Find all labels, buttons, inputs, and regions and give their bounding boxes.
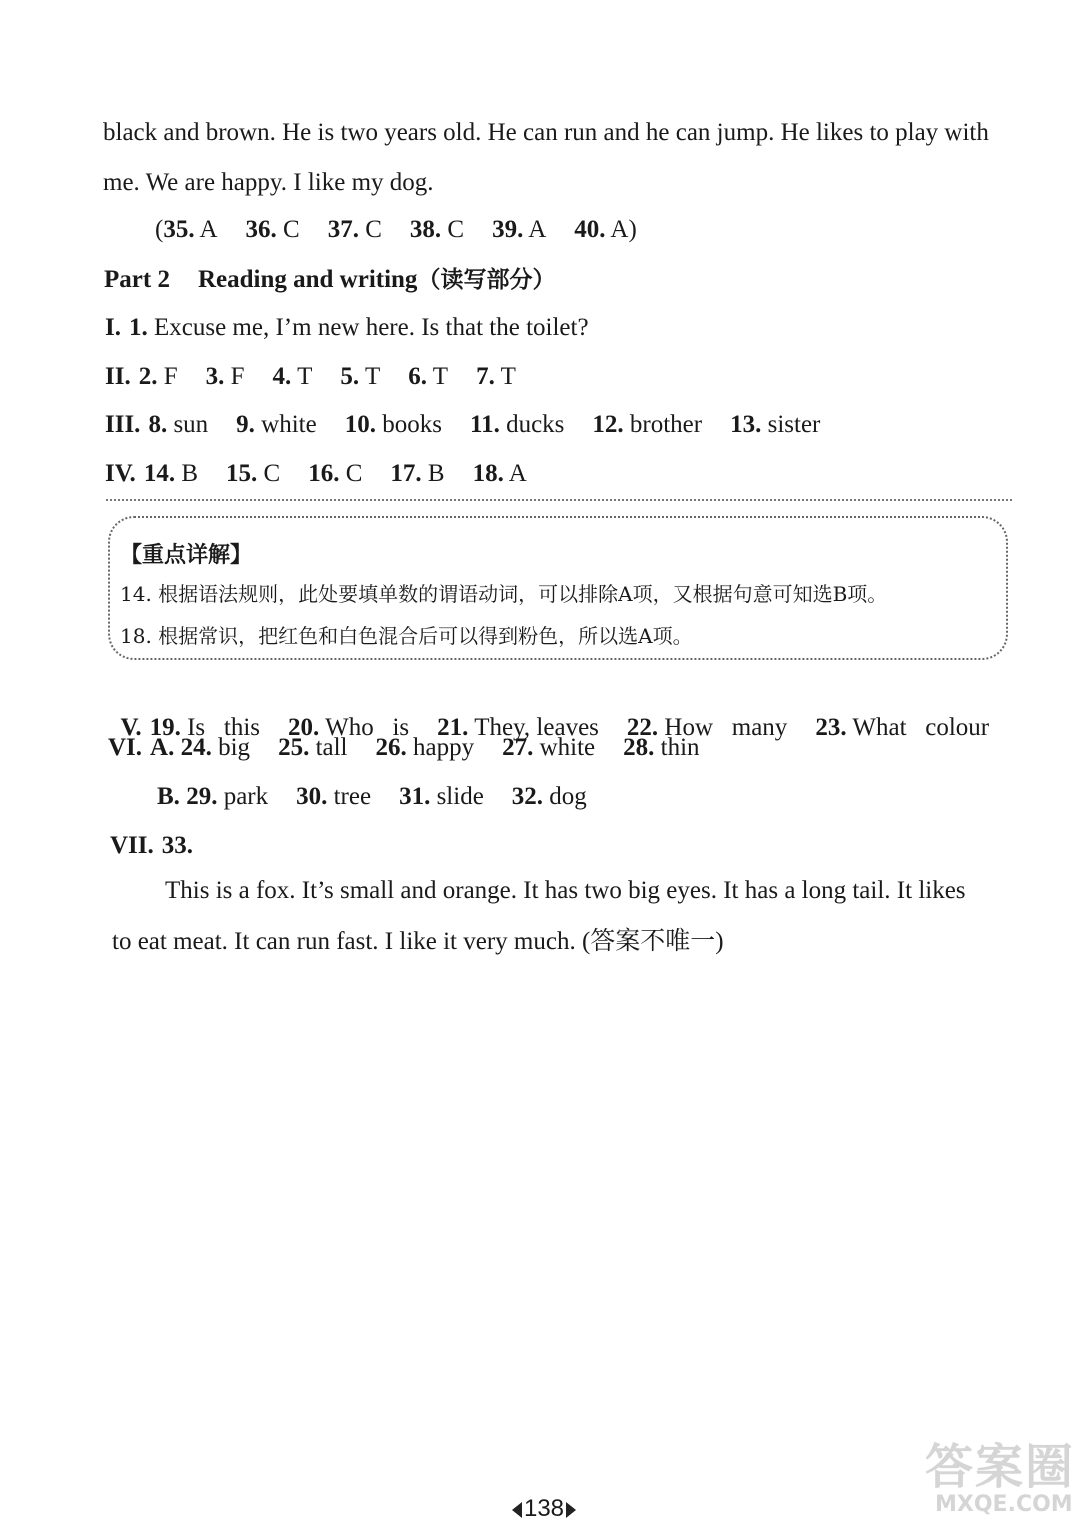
answer-item: 32. dog [511,783,587,810]
paren-open: ( [155,216,164,243]
passage-line-1: black and brown. He is two years old. He can run and he can jump. He likes to play with [103,119,989,146]
section-vii [110,831,193,861]
answer-item: 30. tree [296,783,372,810]
answer-item: 40. A) [574,216,637,243]
triangle-right-icon [566,1502,576,1518]
answer-item: 11. ducks [469,411,565,438]
answer-item: 20. Who is [288,714,410,741]
section-vi-b [157,782,587,812]
answer-item: 8. sun [148,411,209,438]
page-number: 138 [0,1495,1088,1523]
part2-heading [104,265,555,295]
item-number: 33. [161,832,194,859]
answer-text: Excuse me, I’m new here. Is that the toilet? [153,314,589,341]
answer-item: 12. brother [592,411,703,438]
section-iv [105,459,527,489]
answer-item: 5. T [340,363,381,390]
answer-item: 38. C [409,216,465,243]
part2-label: Part 2 [104,266,170,293]
part2-sub: （读写部分） [417,267,556,293]
triangle-left-icon [512,1502,522,1518]
answer-item: 21. They, leaves [437,714,599,741]
answer-item: 39. A [492,216,547,243]
answer-item: 22. How many [626,714,788,741]
answer-item: 19. Is this [149,714,261,741]
section-iii [105,410,820,440]
sub-label-b: B. [157,783,180,810]
answer-item: 28. thin [623,734,700,761]
roman-label: VI. [108,734,143,761]
answers-35-40 [155,215,637,245]
roman-label: IV. [105,460,136,487]
sub-label-a: A. [150,734,175,761]
passage-line-2: me. We are happy. I like my dog. [103,169,434,196]
answer-item: 26. happy [375,734,475,761]
section-i [105,313,589,343]
answer-item: 17. B [390,460,445,487]
item-number: 1. [128,314,148,341]
note-line-18: 18. 根据常识，把红色和白色混合后可以得到粉色，所以选A项。 [120,624,693,648]
roman-label: VII. [110,832,154,859]
part2-title: Reading and writing [197,266,418,293]
writing-line-2: to eat meat. It can run fast. I like it very much. (答案不唯一) [112,928,724,955]
answer-item: 24. big [180,734,251,761]
key-explanation-box [108,516,1008,660]
answer-item: 7. T [476,363,516,390]
answer-item: 6. T [408,363,449,390]
answer-item: 9. white [236,411,317,438]
section-vi-a [108,733,700,763]
answer-item: 3. F [205,363,245,390]
answer-item: 2. F [138,363,178,390]
dotted-divider [106,499,1012,501]
roman-label: III. [105,411,141,438]
answer-item: 10. books [344,411,442,438]
answer-item: 14. B [143,460,198,487]
watermark-logo [915,1420,1075,1530]
roman-label: I. [105,314,121,341]
note-line-14: 14. 根据语法规则，此处要填单数的谓语动词，可以排除A项，又根据句意可知选B项。 [120,582,888,606]
answer-item: 15. C [226,460,281,487]
roman-label: V. [120,714,142,741]
writing-line-1: This is a fox. It’s small and orange. It has two big eyes. It has a long tail. It likes [165,877,966,904]
section-ii [105,362,516,392]
answer-item: 36. C [245,216,300,243]
answer-item: 31. slide [399,783,484,810]
answer-item: 29. park [186,783,269,810]
answer-item: 35. A [163,216,218,243]
roman-label: II. [105,363,131,390]
watermark-text: 答案圈 [925,1439,1076,1495]
watermark-url: MXQE.COM [935,1492,1073,1517]
answer-item: 16. C [308,460,363,487]
answer-item: 13. sister [730,411,821,438]
answer-item: 37. C [327,216,382,243]
answer-item: 4. T [272,363,313,390]
answer-item: 23. What colour [815,714,990,741]
answer-item: 25. tall [278,734,348,761]
answer-item: 27. white [502,734,596,761]
note-title: 【重点详解】 [120,543,253,568]
answer-item: 18. A [472,460,527,487]
